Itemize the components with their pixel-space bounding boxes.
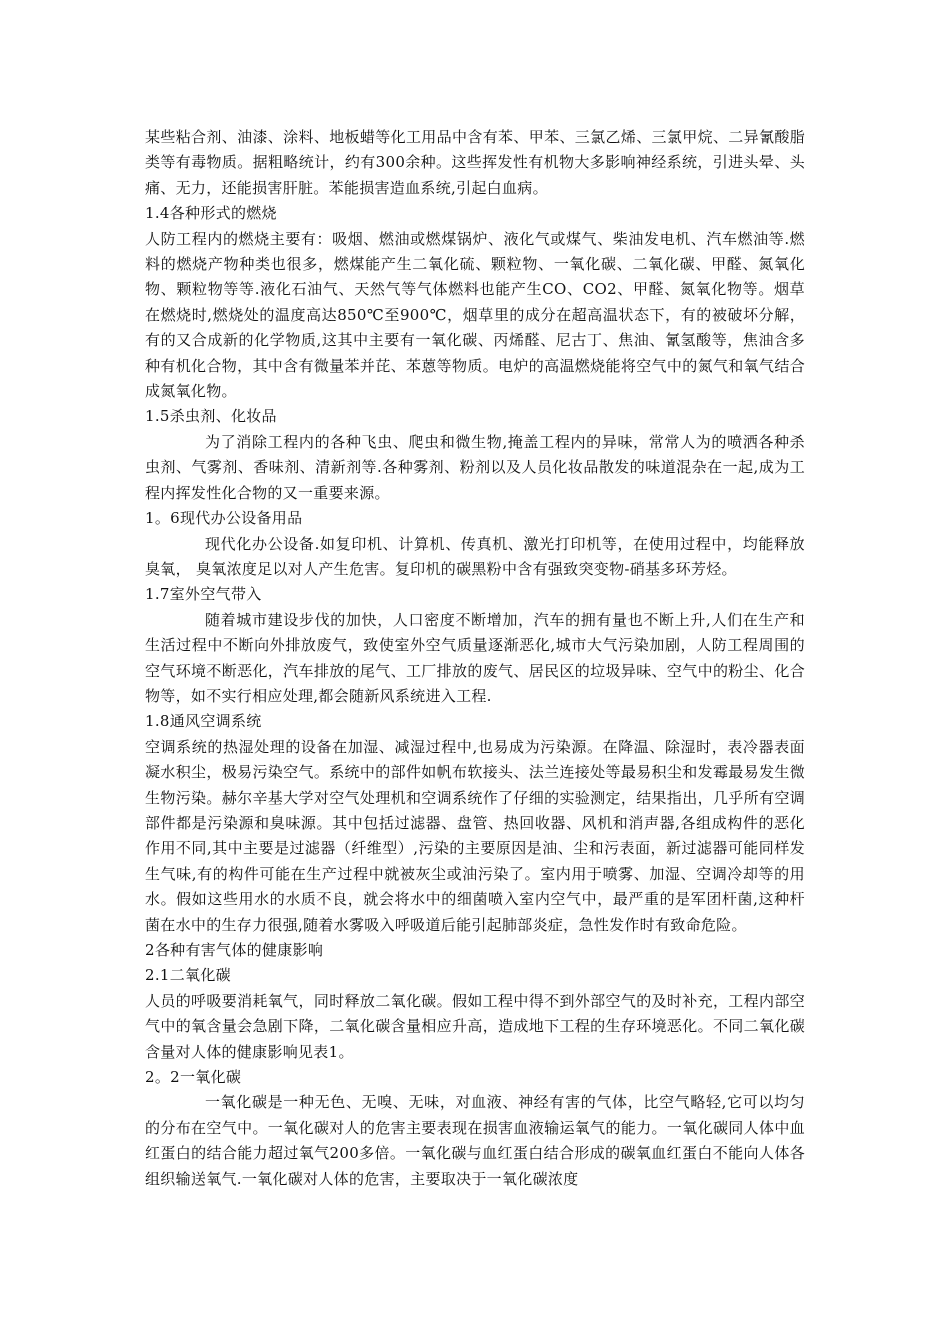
section-heading: 2。2一氧化碳 (145, 1068, 242, 1087)
section-heading: 1.4各种形式的燃烧 (145, 204, 277, 223)
section-heading: 1。6现代办公设备用品 (145, 509, 303, 528)
paragraph: 人员的呼吸要消耗氧气，同时释放二氧化碳。假如工程中得不到外部空气的及时补充，工程内部空气中的氧含量会急剧下降，二氧化碳含量相应升高，造成地下工程的生存环境恶化。不同二氧化碳含量对人体的健康影响见表1。 (145, 991, 805, 1061)
paragraph: 现代化办公设备.如复印机、计算机、传真机、激光打印机等，在使用过程中，均能释放臭氧， 臭氧浓度足以对人产生危害。复印机的碳黑粉中含有强致突变物-硝基多环芳烃。 (145, 534, 805, 578)
paragraph: 人防工程内的燃烧主要有：吸烟、燃油或燃煤锅炉、液化气或煤气、柴油发电机、汽车燃油等.燃料的燃烧产物种类也很多，燃煤能产生二氧化硫、颗粒物、一氧化碳、二氧化碳、甲醛、氮氧化物、颗粒物等等.液化石油气、天然气等气体燃料也能产生CO、CO2、甲醛、氮氧化物等。烟草在燃烧时,燃烧处的温度高达850℃至900℃，烟草里的成分在超高温状态下，有的被破坏分解，有的又合成新的化学物质,这其中主要有一氧化碳、丙烯醛、尼古丁、焦油、氰氢酸等，焦油含多种有机化合物，其中含有微量苯并芘、苯蒽等物质。电炉的高温燃烧能将空气中的氮气和氧气结合成氮氧化物。 (145, 229, 805, 401)
paragraph: 为了消除工程内的各种飞虫、爬虫和微生物,掩盖工程内的异味，常常人为的喷洒各种杀虫剂、气雾剂、香味剂、清新剂等.各种雾剂、粉剂以及人员化妆品散发的味道混杂在一起,成为工程内挥发性化合物的又一重要来源。 (145, 432, 805, 502)
paragraph: 空调系统的热湿处理的设备在加湿、减湿过程中,也易成为污染源。在降温、除湿时，表冷器表面凝水积尘，极易污染空气。系统中的部件如帆布软接头、法兰连接处等最易积尘和发霉最易发生微生物污染。赫尔辛基大学对空气处理机和空调系统作了仔细的实验测定，结果指出，几乎所有空调部件都是污染源和臭味源。其中包括过滤器、盘管、热回收器、风机和消声器,各组成构件的恶化作用不同,其中主要是过滤器（纤维型）,污染的主要原因是油、尘和污表面，新过滤器可能同样发生气味,有的构件可能在生产过程中就被灰尘或油污染了。室内用于喷雾、加湿、空调冷却等的用水。假如这些用水的水质不良，就会将水中的细菌喷入室内空气中，最严重的是军团杆菌,这种杆菌在水中的生存力很强,随着水雾吸入呼吸道后能引起肺部炎症，急性发作时有致命危险。 (145, 737, 805, 934)
section-heading: 1.7室外空气带入 (145, 585, 262, 604)
document-body (145, 125, 805, 1192)
section-heading: 1.5杀虫剂、化妆品 (145, 407, 277, 426)
paragraph: 一氧化碳是一种无色、无嗅、无味，对血液、神经有害的气体，比空气略轻,它可以均匀的分布在空气中。一氧化碳对人的危害主要表现在损害血液输运氧气的能力。一氧化碳同人体中血红蛋白的结合能力超过氧气200多倍。一氧化碳与血红蛋白结合形成的碳氧血红蛋白不能向人体各组织输送氧气.一氧化碳对人体的危害，主要取决于一氧化碳浓度 (145, 1093, 805, 1188)
paragraph: 某些粘合剂、油漆、涂料、地板蜡等化工用品中含有苯、甲苯、三氯乙烯、三氯甲烷、二异氰酸脂类等有毒物质。据粗略统计，约有300余种。这些挥发性有机物大多影响神经系统，引进头晕、头痛、无力，还能损害肝脏。苯能损害造血系统,引起白血病。 (145, 128, 805, 197)
section-heading: 2.1二氧化碳 (145, 966, 231, 985)
section-heading: 1.8通风空调系统 (145, 712, 262, 731)
paragraph: 随着城市建设步伐的加快，人口密度不断增加，汽车的拥有量也不断上升,人们在生产和生活过程中不断向外排放废气，致使室外空气质量逐渐恶化,城市大气污染加剧，人防工程周围的空气环境不断恶化，汽车排放的尾气、工厂排放的废气、居民区的垃圾异味、空气中的粉尘、化合物等，如不实行相应处理,都会随新风系统进入工程. (145, 610, 805, 705)
chapter-heading: 2各种有害气体的健康影响 (145, 941, 324, 959)
